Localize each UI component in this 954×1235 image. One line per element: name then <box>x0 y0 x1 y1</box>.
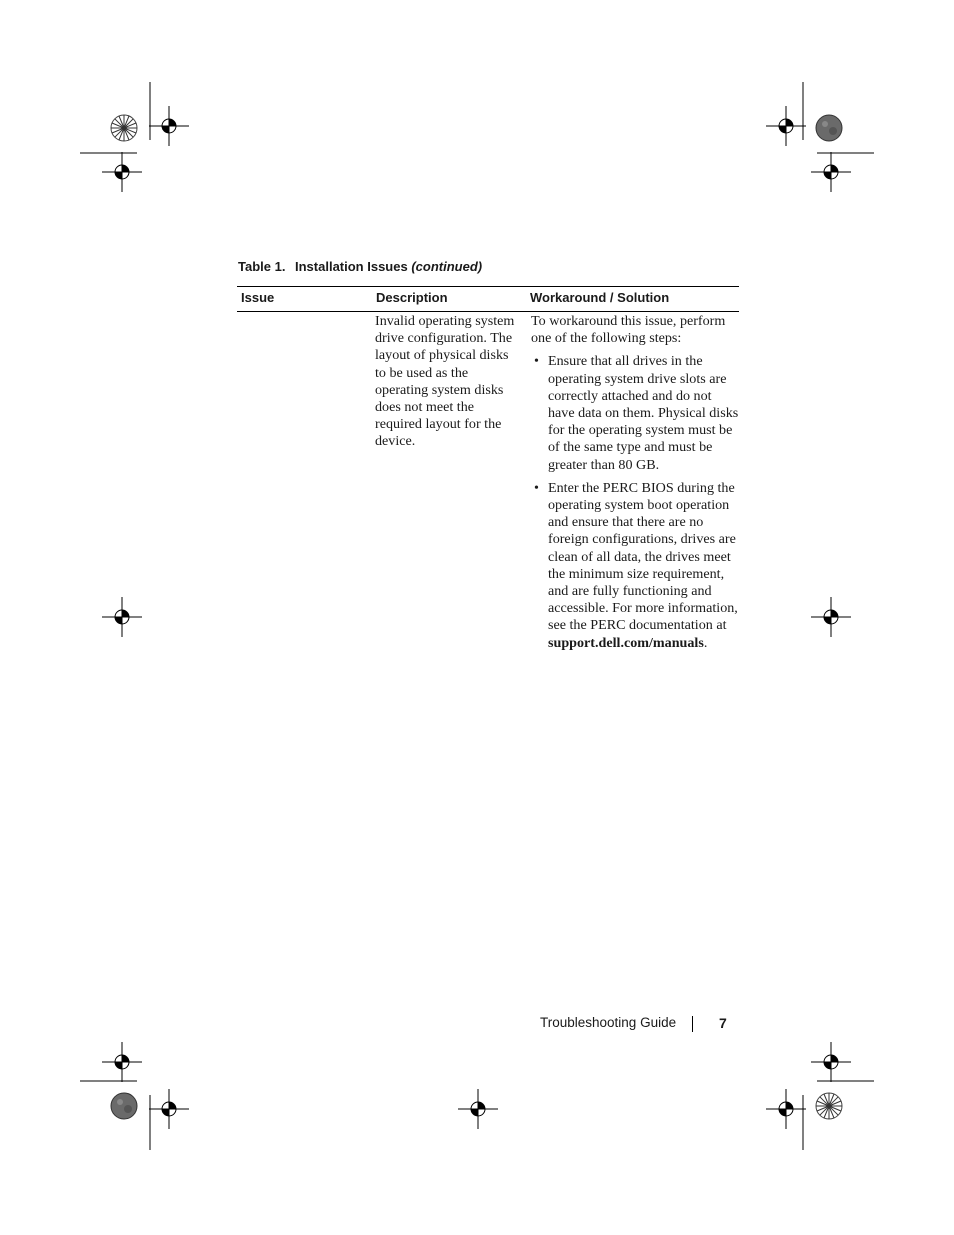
column-header-workaround: Workaround / Solution <box>526 287 739 312</box>
starburst-target-icon <box>110 114 138 142</box>
registration-target-icon <box>811 597 851 637</box>
support-manuals-link[interactable]: support.dell.com/manuals <box>548 634 704 651</box>
gray-patch-icon <box>815 114 843 142</box>
link-suffix: . <box>703 634 708 651</box>
table-caption-number: Table 1. <box>238 259 286 274</box>
gray-patch-icon <box>110 1092 138 1120</box>
description-cell: Invalid operating system drive configuration. The layout of physical disks to be used as the operating system disks does not meet the required layout for the device. <box>375 313 515 450</box>
list-item <box>531 353 739 473</box>
page-number: 7 <box>719 1015 727 1031</box>
registration-target-icon <box>102 152 142 192</box>
footer-title: Troubleshooting Guide <box>540 1015 677 1030</box>
step-text: Enter the PERC BIOS during the operating system boot operation and ensure that there are no foreign configurations, drives are clean of all data, the drives meet the minimum size requirement, and are fully functioning and accessible. For more information, see the PERC documentation at <box>548 479 738 634</box>
bullet-icon: • <box>534 353 539 370</box>
registration-target-icon <box>102 597 142 637</box>
table-row <box>237 312 739 658</box>
starburst-target-icon <box>815 1092 843 1120</box>
workaround-intro: To workaround this issue, perform one of the following steps: <box>531 313 726 347</box>
footer-divider <box>692 1016 693 1032</box>
registration-target-icon <box>766 1089 806 1129</box>
table-caption-continued: (continued) <box>411 259 483 274</box>
table-caption <box>238 259 482 274</box>
step-text: Ensure that all drives in the operating system drive slots are correctly attached and do not have data on them. Physical disks for the operating system must be of the same type and must be greater than 80 GB. <box>548 353 739 473</box>
registration-target-icon <box>458 1089 498 1129</box>
workaround-steps-list <box>531 353 739 651</box>
table-header-row <box>237 287 739 312</box>
bullet-icon: • <box>534 479 539 496</box>
issue-cell <box>237 312 372 658</box>
table-caption-title: Installation Issues <box>295 259 408 274</box>
registration-target-icon <box>149 106 189 146</box>
column-header-description: Description <box>372 287 526 312</box>
registration-target-icon <box>149 1089 189 1129</box>
registration-target-icon <box>811 1042 851 1082</box>
registration-target-icon <box>811 152 851 192</box>
list-item <box>531 480 739 652</box>
column-header-issue: Issue <box>237 287 372 312</box>
installation-issues-table <box>237 286 739 658</box>
registration-target-icon <box>102 1042 142 1082</box>
workaround-cell <box>526 312 739 658</box>
registration-target-icon <box>766 106 806 146</box>
